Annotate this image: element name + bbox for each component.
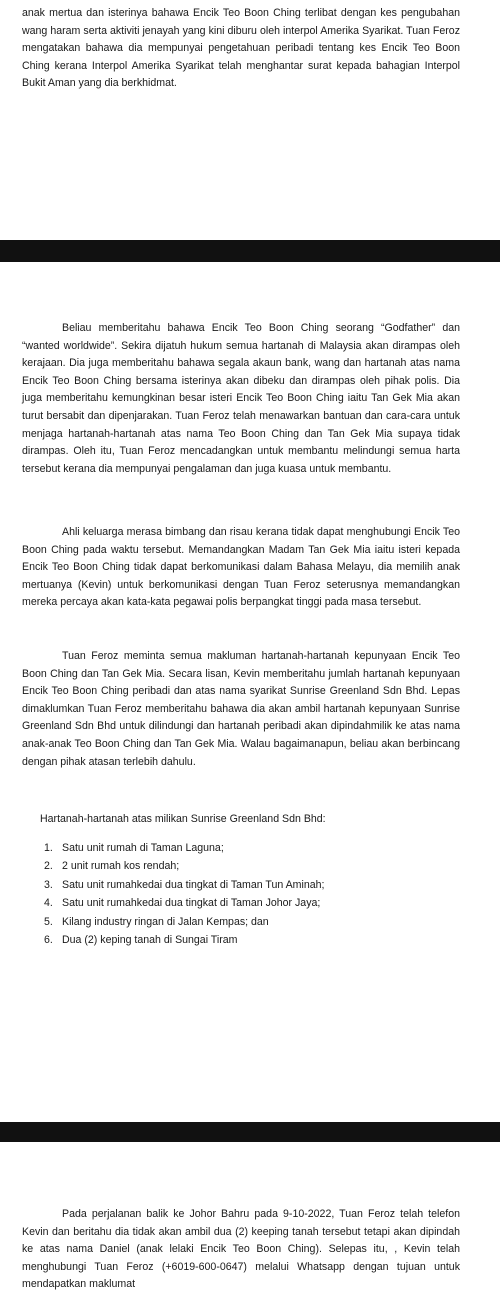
paragraph-godfather — [22, 320, 460, 478]
paragraph-text: Tuan Feroz meminta semua makluman hartanah-hartanah kepunyaan Encik Teo Boon Ching dan Tan Gek Mia. Secara lisan, Kevin memberitahu jumlah hartanah kepunyaan Encik Teo Boon Ching peribadi dan atas nama syarikat Sunrise Greenland Sdn Bhd. Lepas dimaklumkan Tuan Feroz memberitahu bahawa dia akan ambil hartanah kepunyaan Sunrise Greenland Sdn Bhd untuk dilindungi dan hartanah peribadi akan dipindahmilik ke atas nama anak-anak Teo Boon Ching dan Tan Gek Mia. Walau bagaimanapun, beliau akan berbincang dengan pihak atasan terlebih dahulu. — [22, 650, 460, 768]
page-separator — [0, 240, 500, 262]
document-page-3 — [0, 1142, 500, 1291]
page-separator — [0, 1122, 500, 1142]
list-item: 6. Dua (2) keping tanah di Sungai Tiram — [44, 934, 238, 947]
paragraph-text: Pada perjalanan balik ke Johor Bahru pada 9-10-2022, Tuan Feroz telah telefon Kevin dan beritahu dia tidak akan ambil dua (2) keeping tanah tersebut tetapi akan dipindah ke atas nama Daniel (anak lelaki Encik Teo Boon Ching). Selepas itu, , Kevin telah menghubungi Tuan Feroz (+6019-600-0647) melalui Whatsapp dengan tujuan untuk mendapatkan maklumat — [22, 1208, 460, 1291]
document-page-2 — [0, 262, 500, 1122]
list-item: 2. 2 unit rumah kos rendah; — [44, 860, 180, 873]
property-list — [22, 839, 462, 949]
paragraph-text: Ahli keluarga merasa bimbang dan risau kerana tidak dapat menghubungi Encik Teo Boon Ching pada waktu tersebut. Memandangkan Madam Tan Gek Mia iaitu isteri kepada Encik Teo Boon Ching tidak dapat berkomunikasi dalam Bahasa Melayu, dia memilih anak mertuanya (Kevin) untuk berkomunikasi dengan Tuan Feroz seterusnya memandangkan mereka percaya akan kata-kata pegawai polis berpangkat tinggi pada masa tersebut. — [22, 526, 460, 609]
paragraph-continued — [22, 5, 460, 93]
list-item: 1. Satu unit rumah di Taman Laguna; — [44, 842, 224, 854]
paragraph-text: anak mertua dan isterinya bahawa Encik Teo Boon Ching terlibat dengan kes pengubahan wang haram serta aktiviti jenayah yang kini diburu oleh interpol Amerika Syarikat. Tuan Feroz mengatakan bahawa dia mempunyai pengetahuan peribadi tentang kes Encik Teo Boon Ching kerana Interpol Amerika Syarikat telah menghantar surat kepada bahagian Interpol Bukit Aman yang dia berkhidmat. — [22, 7, 460, 90]
list-item: 4. Satu unit rumahkedai dua tingkat di Taman Johor Jaya; — [44, 897, 321, 910]
paragraph-family-worried — [22, 524, 460, 612]
list-heading: Hartanah-hartanah atas milikan Sunrise Greenland Sdn Bhd: — [40, 813, 326, 825]
paragraph-property-request — [22, 648, 460, 771]
paragraph-text: Beliau memberitahu bahawa Encik Teo Boon Ching seorang “Godfather” dan “wanted worldwide”. Sekira dijatuh hukum semua hartanah di Malaysia akan dirampas oleh kerajaan. Dia juga memberitahu bahawa segala akaun bank, wang dan hartanah atas nama Encik Teo Boon Ching bersama isterinya akan dibeku dan dirampas oleh pihak polis. Dia juga memberitahu kemungkinan besar isteri Encik Teo Boon Ching iaitu Tan Gek Mia akan turut bersabit dan dipenjarakan. Tuan Feroz telah menawarkan bantuan dan cara-cara untuk menjaga hartanah-hartanah atas nama Teo Boon Ching dan Tan Gek Mia supaya tidak dirampas. Oleh itu, Tuan Feroz mencadangkan untuk membantu melindungi semua harta tersebut kerana dia mempunyai pengalaman dan juga kuasa untuk membantu. — [22, 322, 460, 475]
list-item: 5. Kilang industry ringan di Jalan Kempas; dan — [44, 915, 269, 928]
document-page-1 — [0, 0, 500, 240]
list-item: 3. Satu unit rumahkedai dua tingkat di Taman Tun Aminah; — [44, 878, 325, 891]
paragraph-return-trip — [22, 1206, 460, 1294]
